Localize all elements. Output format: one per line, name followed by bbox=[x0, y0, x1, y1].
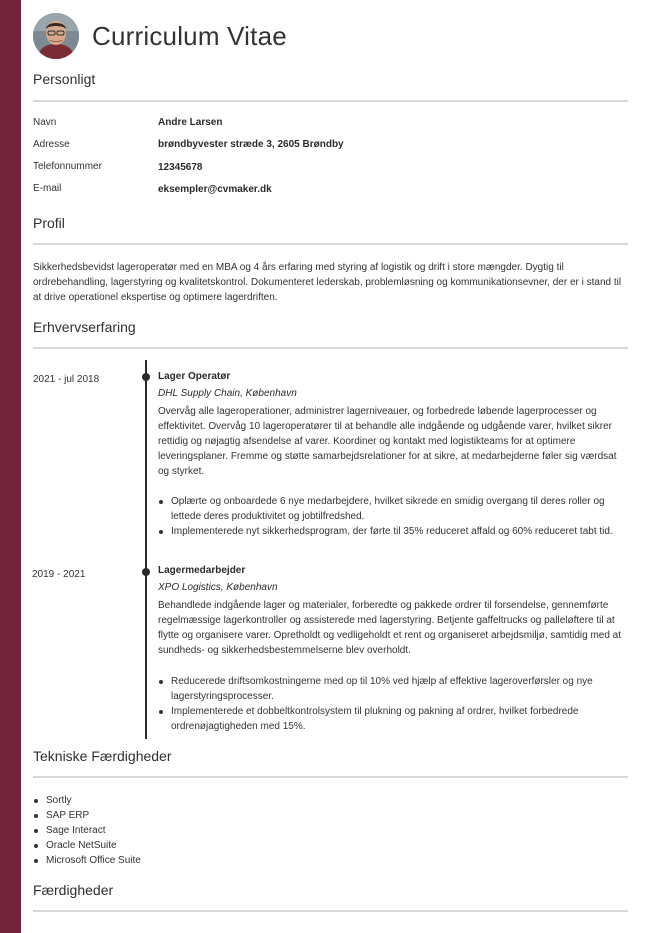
timeline-line bbox=[145, 360, 147, 567]
field-label-address: Adresse bbox=[33, 139, 70, 150]
section-title-profile: Profil bbox=[33, 215, 65, 231]
avatar bbox=[33, 13, 79, 59]
section-divider bbox=[33, 347, 628, 349]
field-label-name: Navn bbox=[33, 117, 57, 128]
cv-header bbox=[33, 12, 287, 60]
list-item: Sage Interact bbox=[33, 823, 141, 838]
job-title: Lagermedarbejder bbox=[158, 565, 246, 576]
timeline-dot bbox=[142, 568, 150, 576]
section-divider bbox=[33, 243, 628, 245]
section-title-technical-skills: Tekniske Færdigheder bbox=[33, 748, 172, 764]
technical-skills-list bbox=[33, 793, 141, 868]
list-item: Microsoft Office Suite bbox=[33, 853, 141, 868]
section-title-personal: Personligt bbox=[33, 71, 96, 87]
section-title-experience: Erhvervserfaring bbox=[33, 319, 136, 335]
job-description: Overvåg alle lageroperationer, administrer lagerniveauer, og forbedrede løbende lagerprocesser og effektivitet. Overvåg 10 lageroperatører til at behandle alle indgående og udgående varer, hvilket sikrer rettidig og nøjagtig afsendelse af varer. Koordiner og kontakt med logistikteams for at optimere leveringsplaner. Fremme og støtte samarbejdsrelationer for at sikre, at medarbejderne føler sig værdsat og styrket. bbox=[158, 406, 617, 477]
list-item: Oracle NetSuite bbox=[33, 838, 141, 853]
job-achievements bbox=[158, 674, 628, 734]
job-title: Lager Operatør bbox=[158, 371, 231, 382]
list-item: Reducerede driftsomkostningerne med op til 10% ved hjælp af effektive lageroverførsler og nye lagerstyringsprocesser. bbox=[158, 674, 628, 704]
section-divider bbox=[33, 910, 628, 912]
section-title-skills: Færdigheder bbox=[33, 882, 114, 898]
avatar-photo-icon bbox=[33, 13, 79, 59]
list-item: SAP ERP bbox=[33, 808, 141, 823]
field-value-name: Andre Larsen bbox=[158, 117, 223, 128]
field-label-phone: Telefonnummer bbox=[33, 161, 102, 172]
profile-text: Sikkerhedsbevidst lageroperatør med en MBA og 4 års erfaring med styring af logistik og drift i store mængder. Dygtig til ordrebehandling, lagerstyring og kvalitetskontrol. Dokumenteret lederskab, problemløsning og kommunikationsevner, der er i stand til at drive operationel ekspertise og optimere lagerdriften. bbox=[33, 262, 622, 303]
field-label-email: E-mail bbox=[33, 183, 62, 194]
section-divider bbox=[33, 100, 628, 102]
job-date: 2021 - jul 2018 bbox=[33, 374, 100, 385]
list-item: Implementerede et dobbeltkontrolsystem til plukning og pakning af ordrer, hvilket forbedrede ordrenøjagtigheden med 15%. bbox=[158, 704, 628, 734]
job-company: DHL Supply Chain, København bbox=[158, 388, 297, 399]
list-item: Sortly bbox=[33, 793, 141, 808]
field-value-email: eksempler@cvmaker.dk bbox=[158, 184, 272, 195]
page-title: Curriculum Vitae bbox=[92, 20, 287, 51]
timeline-line bbox=[145, 567, 147, 739]
job-achievements bbox=[158, 494, 628, 539]
list-item: Implementerede nyt sikkerhedsprogram, der førte til 35% reduceret affald og 60% reduceret tabt tid. bbox=[158, 524, 628, 539]
job-company: XPO Logistics, København bbox=[158, 582, 278, 593]
list-item: Oplærte og onboardede 6 nye medarbejdere, hvilket sikrede en smidig overgang til deres roller og lettede deres produktivitet og jobtilfredshed. bbox=[158, 494, 628, 524]
field-value-address: brøndbyvester stræde 3, 2605 Brøndby bbox=[158, 139, 344, 150]
job-description: Behandlede indgående lager og materialer, forberedte og pakkede ordrer til forsendelse, gennemførte regelmæssige lagerkontroller og assisterede med lagerstyring. Betjente gaffeltrucks og palleløftere til at flytte og organisere varer. Opretholdt og vedligeholdt et rent og organiseret arbejdsmiljø, samtidig med at sundheds- og sikkerhedsbestemmelserne blev overholdt. bbox=[158, 600, 622, 656]
section-divider bbox=[33, 776, 628, 778]
timeline-dot bbox=[142, 373, 150, 381]
accent-sidebar bbox=[0, 0, 21, 933]
field-value-phone: 12345678 bbox=[158, 162, 203, 173]
job-date: 2019 - 2021 bbox=[32, 569, 86, 580]
